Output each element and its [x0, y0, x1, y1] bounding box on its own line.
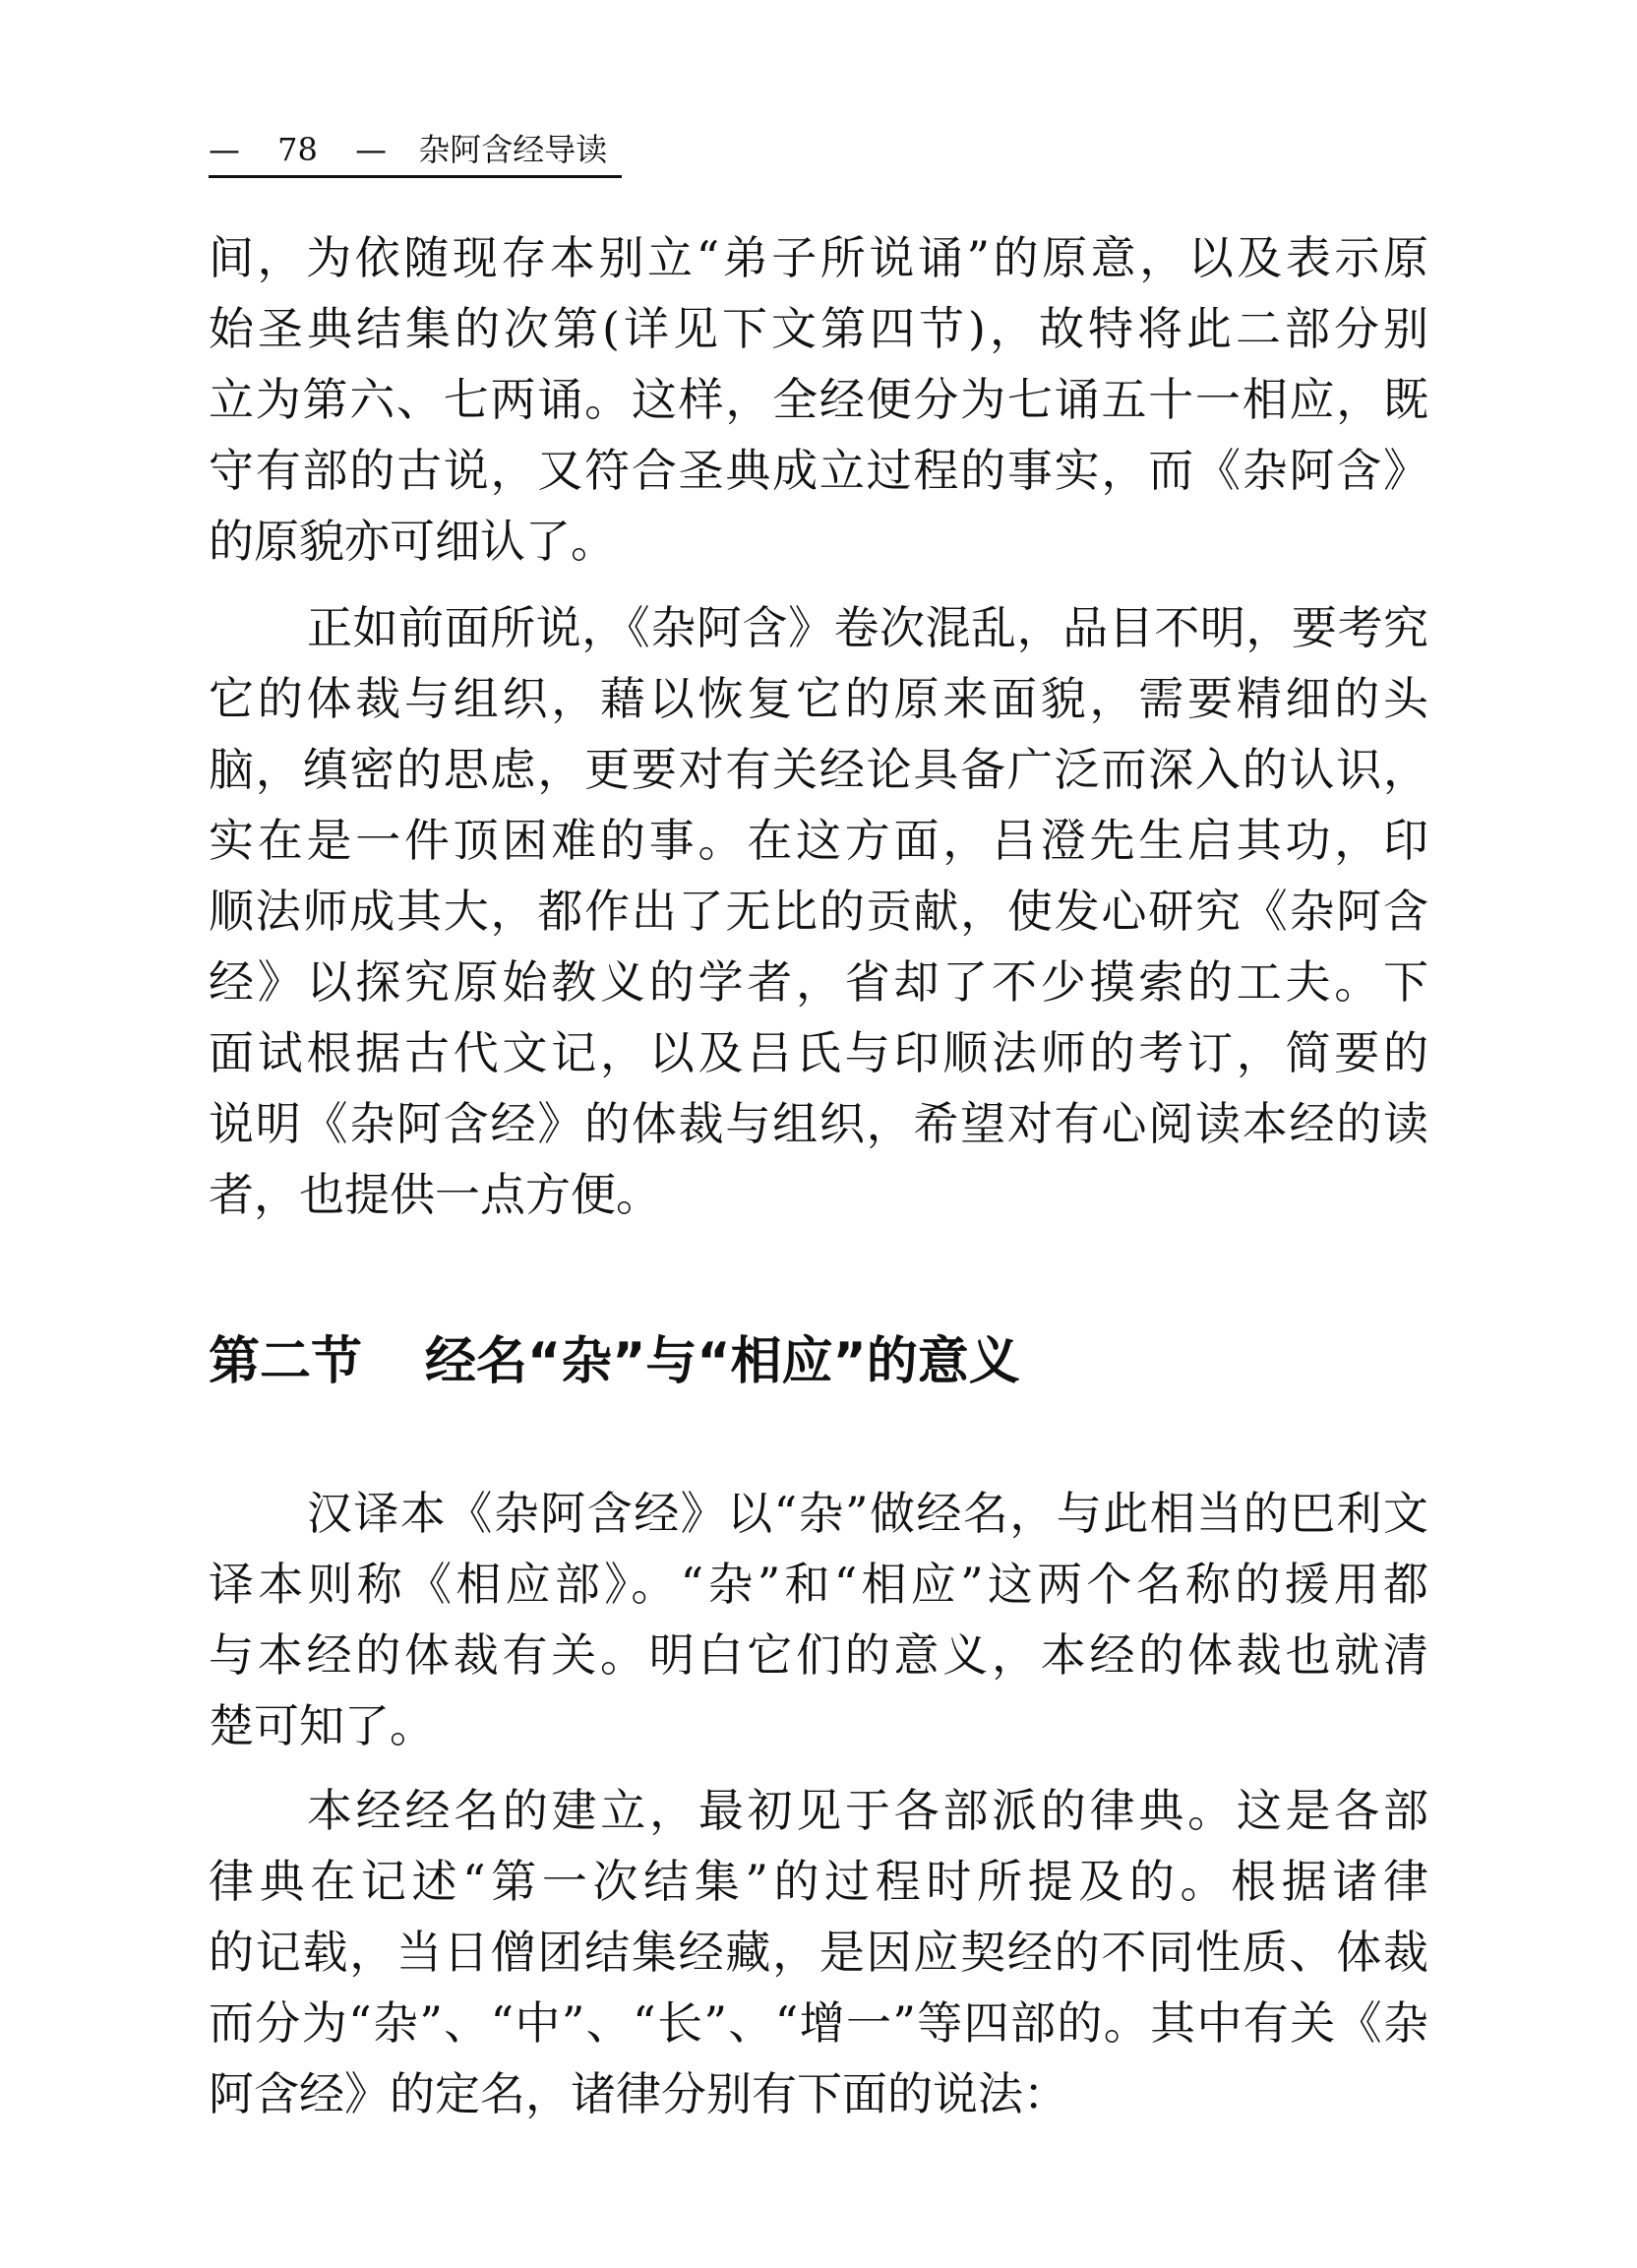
paragraph-2-line-3: 脑，缜密的思虑，更要对有关经论具备广泛而深入的认识， [209, 743, 1428, 796]
paragraph-4-line-4: 而分为“杂”、“中”、“长”、“增一”等四部的。其中有关《杂 [209, 1996, 1428, 2050]
paragraph-2-line-9: 者，也提供一点方便。 [209, 1168, 661, 1221]
paragraph-1-line-2: 始圣典结集的次第(详见下文第四节)，故特将此二部分别 [209, 302, 1428, 355]
header-dash-left: — [209, 131, 240, 168]
paragraph-3-line-4: 楚可知了。 [209, 1699, 435, 1752]
paragraph-1-line-5: 的原貌亦可细认了。 [209, 515, 616, 568]
paragraph-4-line-2: 律典在记述“第一次结集”的过程时所提及的。根据诸律 [209, 1855, 1428, 1908]
paragraph-2-line-8: 说明《杂阿含经》的体裁与组织，希望对有心阅读本经的读 [209, 1097, 1428, 1150]
running-header [209, 130, 622, 178]
paragraph-4-line-1: 本经经名的建立，最初见于各部派的律典。这是各部 [307, 1784, 1428, 1837]
paragraph-4-line-3: 的记载，当日僧团结集经藏，是因应契经的不同性质、体裁 [209, 1926, 1428, 1979]
paragraph-2-line-2: 它的体裁与组织，藉以恢复它的原来面貌，需要精细的头 [209, 672, 1428, 725]
paragraph-2-line-1: 正如前面所说，《杂阿含》卷次混乱，品目不明，要考究 [307, 601, 1428, 654]
paragraph-1-line-3: 立为第六、七两诵。这样，全经便分为七诵五十一相应，既 [209, 373, 1428, 426]
paragraph-2-line-4: 实在是一件顶困难的事。在这方面，吕澄先生启其功，印 [209, 814, 1428, 867]
paragraph-4-line-5: 阿含经》的定名，诸律分别有下面的说法： [209, 2067, 1068, 2120]
paragraph-3-line-1: 汉译本《杂阿含经》以“杂”做经名，与此相当的巴利文 [307, 1487, 1428, 1540]
section-title-text: 经名“杂”与“相应”的意义 [425, 1332, 1020, 1391]
paragraph-3-line-2: 译本则称《相应部》。“杂”和“相应”这两个名称的援用都 [209, 1558, 1428, 1611]
header-dash-right: — [355, 131, 388, 168]
paragraph-1-line-1: 间，为依随现存本别立“弟子所说诵”的原意，以及表示原 [209, 231, 1428, 284]
paragraph-2-line-5: 顺法师成其大，都作出了无比的贡献，使发心研究《杂阿含 [209, 885, 1428, 938]
paragraph-1-line-4: 守有部的古说，又符合圣典成立过程的事实，而《杂阿含》 [209, 444, 1428, 497]
section-number: 第二节 [209, 1332, 363, 1391]
paragraph-3-line-3: 与本经的体裁有关。明白它们的意义，本经的体裁也就清 [209, 1628, 1428, 1682]
section-heading [209, 1330, 1020, 1393]
paragraph-2-line-7: 面试根据古代文记，以及吕氏与印顺法师的考订，简要的 [209, 1026, 1428, 1079]
page-number: 78 [277, 131, 318, 168]
book-title: 杂阿含经导读 [418, 131, 608, 168]
paragraph-2-line-6: 经》以探究原始教义的学者，省却了不少摸索的工夫。下 [209, 955, 1428, 1009]
